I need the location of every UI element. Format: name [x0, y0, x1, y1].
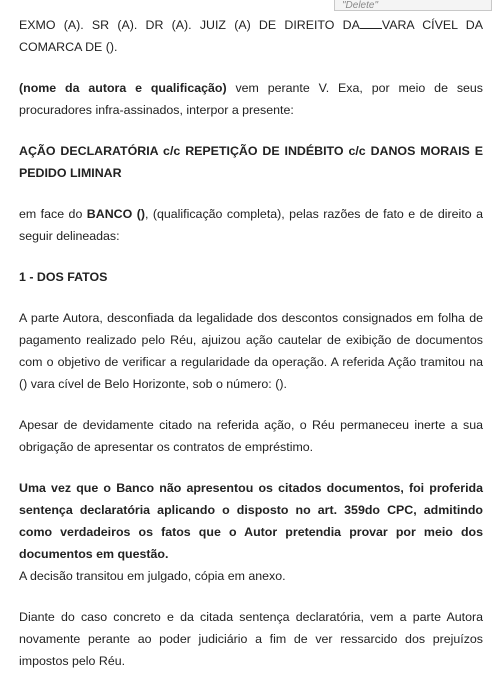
against-prefix: em face do: [19, 207, 87, 221]
address-line-1: EXMO (A). SR (A). DR (A). JUIZ (A) DE DIREITO DA: [19, 18, 360, 32]
facts-paragraph-3-text: A decisão transitou em julgado, cópia em anexo.: [19, 569, 286, 583]
against-paragraph: [19, 203, 483, 247]
intro-text: vem perante V. Exa, por meio de seus procuradores infra-assinados, interpor a presente:: [19, 81, 484, 117]
facts-paragraph-1: A parte Autora, desconfiada da legalidade dos descontos consignados em folha de pagamento realizado pelo Réu, ajuizou ação cautelar de exibição de documentos com o objetivo de verificar a regularidade da operação. A referida Ação tramitou na () vara cível de Belo Horizonte, sob o número: ().: [19, 311, 483, 391]
action-title: AÇÃO DECLARATÓRIA c/c REPETIÇÃO DE INDÉBITO c/c DANOS MORAIS E PEDIDO LIMINAR: [19, 144, 483, 180]
bank-placeholder: BANCO (): [86, 207, 145, 221]
address-line-2: VARA CÍVEL DA COMARCA DE ().: [19, 18, 483, 54]
document-body: [19, 14, 483, 691]
against-text: , (qualificação completa), pelas razões de fato e de direito a seguir delineadas:: [19, 207, 483, 243]
blank-line: [360, 27, 382, 29]
delete-tooltip: "Delete": [334, 0, 492, 11]
facts-paragraph-3-bold: Uma vez que o Banco não apresentou os citados documentos, foi proferida sentença declaratória aplicando o disposto no art. 359do CPC, admitindo como verdadeiros os fatos que o Autor pretendia provar por meio dos documentos em questão.: [19, 481, 483, 561]
intro-paragraph: [19, 77, 483, 121]
facts-paragraph-2: Apesar de devidamente citado na referida ação, o Réu permaneceu inerte a sua obrigação de apresentar os contratos de empréstimo.: [19, 418, 483, 454]
author-placeholder: (nome da autora e qualificação): [19, 81, 227, 95]
section-heading: 1 - DOS FATOS: [19, 270, 108, 284]
facts-paragraph-4: Diante do caso concreto e da citada sentença declaratória, vem a parte Autora novamente perante ao poder judiciário a fim de ver ressarcido dos prejuízos impostos pelo Réu.: [19, 610, 483, 668]
address-paragraph: [19, 14, 483, 58]
